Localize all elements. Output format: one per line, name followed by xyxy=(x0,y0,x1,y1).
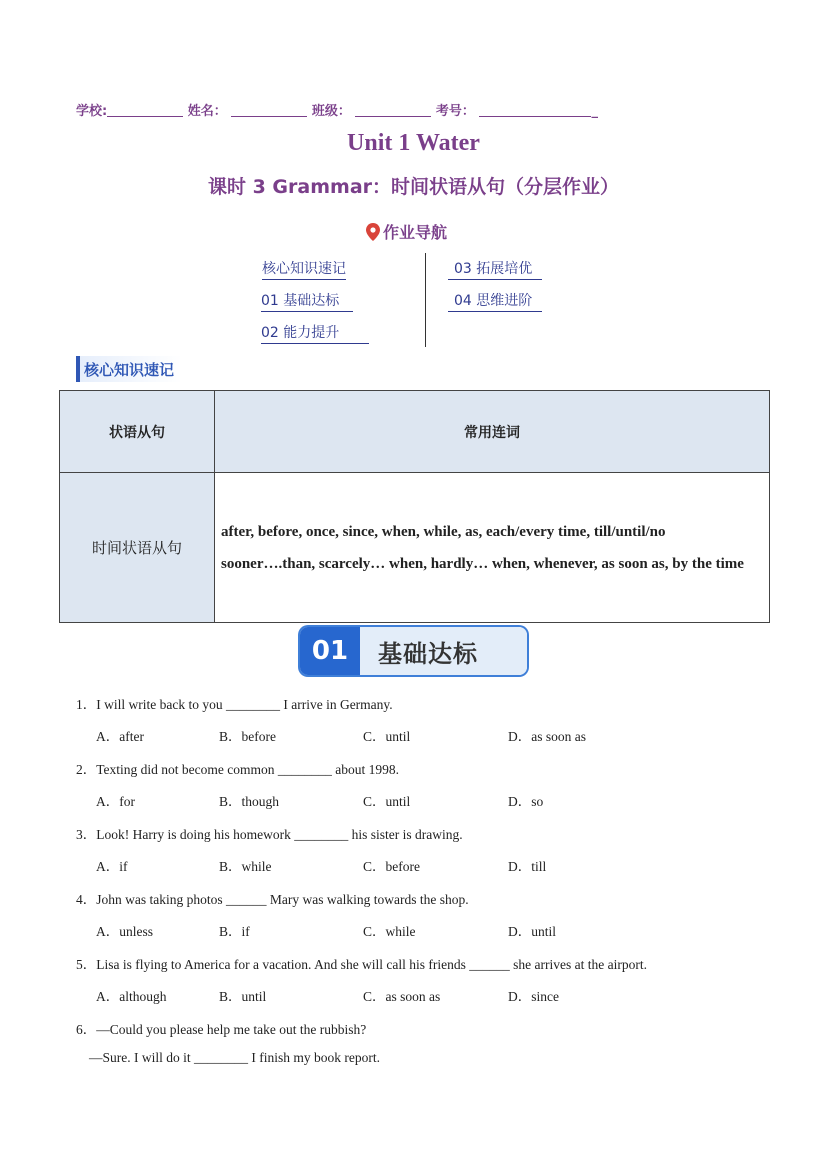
question-stem: 6．—Could you please help me take out the rubbish? xyxy=(76,1022,367,1037)
option-a[interactable]: A．for xyxy=(96,794,135,809)
question-stem: 5．Lisa is flying to America for a vacation. And she will call his friends ______ she arrives at the airport. xyxy=(76,957,647,972)
option-b[interactable]: B．until xyxy=(219,989,267,1004)
school-label: 学校: xyxy=(76,104,108,119)
section-banner xyxy=(300,627,527,675)
option-d[interactable]: D．so xyxy=(508,794,544,809)
option-c[interactable]: C．before xyxy=(363,859,420,874)
nav-divider xyxy=(425,253,426,347)
question-stem: 3．Look! Harry is doing his homework ________ his sister is drawing. xyxy=(76,827,463,842)
nav-heading-label: 作业导航 xyxy=(383,223,448,242)
header-cell-clause: 状语从句 xyxy=(60,391,215,473)
nav-link-thinking[interactable]: 04 思维进阶 xyxy=(448,290,542,312)
nav-link-extension[interactable]: 03 拓展培优 xyxy=(448,258,542,280)
row-label-cell: 时间状语从句 xyxy=(60,473,215,623)
option-b[interactable]: B．before xyxy=(219,729,276,744)
section-title: 核心知识速记 xyxy=(76,356,182,382)
option-a[interactable]: A．after xyxy=(96,729,144,744)
page-subtitle: 课时 3 Grammar：时间状语从句（分层作业） xyxy=(207,176,620,198)
option-a[interactable]: A．unless xyxy=(96,924,153,939)
option-c[interactable]: C．as soon as xyxy=(363,989,441,1004)
location-pin-icon xyxy=(366,223,380,241)
table-row xyxy=(60,473,770,623)
class-label: 班级： xyxy=(311,104,351,119)
class-blank[interactable] xyxy=(355,103,431,117)
student-info-line xyxy=(76,100,598,119)
exam-number-label: 考号： xyxy=(435,104,475,119)
exam-number-blank[interactable] xyxy=(479,103,591,117)
option-a[interactable]: A．although xyxy=(96,989,167,1004)
school-blank[interactable] xyxy=(107,103,183,117)
nav-link-core-knowledge[interactable]: 核心知识速记 xyxy=(262,258,346,280)
trailing-mark: _ xyxy=(591,104,598,119)
banner-number: 01 xyxy=(300,627,360,675)
option-d[interactable]: D．until xyxy=(508,924,557,939)
row-conjunctions-cell: after, before, once, since, when, while, as, each/every time, till/until/no sooner….than, scarcely… when, hardly… when, whenever, as soon as, by the time xyxy=(215,473,770,623)
table-header-row xyxy=(60,391,770,473)
nav-link-basic[interactable]: 01 基础达标 xyxy=(261,290,353,312)
banner-text: 基础达标 xyxy=(360,627,527,675)
nav-heading xyxy=(366,220,447,243)
option-d[interactable]: D．as soon as xyxy=(508,729,586,744)
option-a[interactable]: A．if xyxy=(96,859,128,874)
option-b[interactable]: B．while xyxy=(219,859,272,874)
option-c[interactable]: C．until xyxy=(363,729,411,744)
name-blank[interactable] xyxy=(231,103,307,117)
question-stem: 2．Texting did not become common ________ about 1998. xyxy=(76,762,400,777)
page-title: Unit 1 Water xyxy=(347,130,480,156)
option-b[interactable]: B．though xyxy=(219,794,280,809)
question-answer-line: —Sure. I will do it ________ I finish my book report. xyxy=(89,1050,380,1065)
name-label: 姓名： xyxy=(187,104,227,119)
option-c[interactable]: C．until xyxy=(363,794,411,809)
option-d[interactable]: D．since xyxy=(508,989,559,1004)
option-d[interactable]: D．till xyxy=(508,859,547,874)
question-stem: 4．John was taking photos ______ Mary was walking towards the shop. xyxy=(76,892,469,907)
question-stem: 1．I will write back to you ________ I arrive in Germany. xyxy=(76,697,393,712)
header-cell-conjunctions: 常用连词 xyxy=(215,391,770,473)
option-b[interactable]: B．if xyxy=(219,924,250,939)
option-c[interactable]: C．while xyxy=(363,924,416,939)
knowledge-table xyxy=(59,390,770,623)
nav-link-ability[interactable]: 02 能力提升 xyxy=(261,322,369,344)
